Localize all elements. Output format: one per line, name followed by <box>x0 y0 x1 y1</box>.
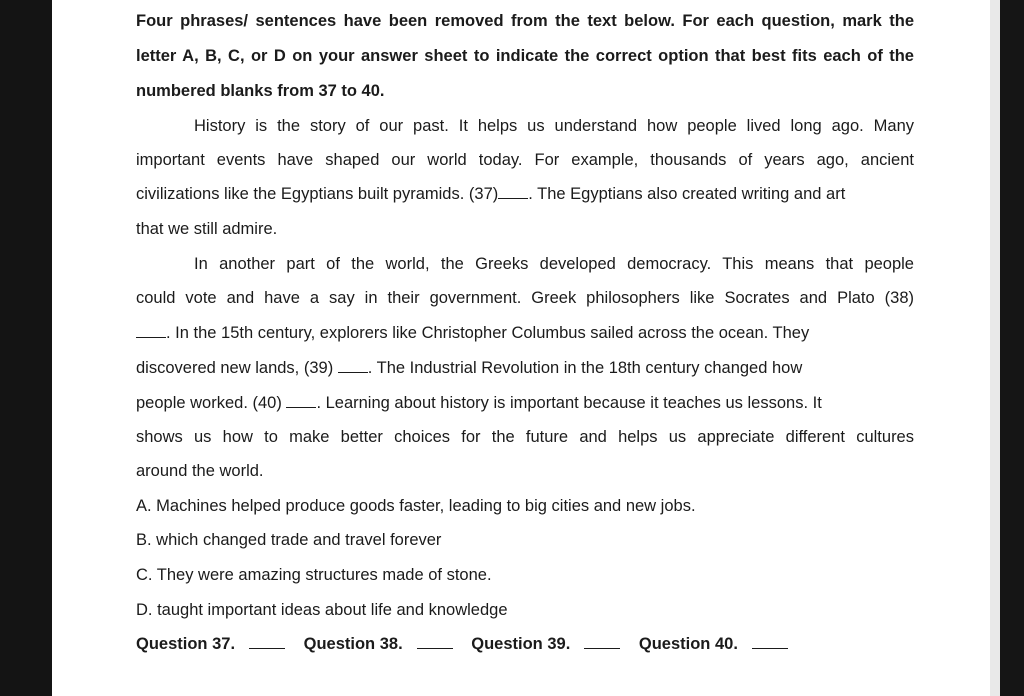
paragraph2-line-7: around the world. <box>136 462 264 480</box>
paragraph1-line-4: that we still admire. <box>136 220 278 238</box>
document-page <box>52 0 1000 696</box>
answer-row <box>136 634 802 654</box>
question-37-label: Question 37. <box>136 635 236 653</box>
question-40-label: Question 40. <box>638 635 738 653</box>
paragraph2-line-2: could vote and have a say in their government. Greek philosophers like Socrates and Plato (38) <box>136 289 914 307</box>
paragraph1-line-2: important events have shaped our world today. For example, thousands of years ago, ancient <box>136 151 914 169</box>
answer-blank-38 <box>417 634 453 649</box>
instructions-line-3: numbered blanks from 37 to 40. <box>136 82 385 100</box>
answer-blank-39 <box>584 634 620 649</box>
paragraph2-line-1: In another part of the world, the Greeks developed democracy. This means that people <box>194 255 914 273</box>
paragraph2-line-5 <box>136 393 822 413</box>
right-frame <box>1000 0 1024 696</box>
paragraph2-line-6: shows us how to make better choices for the future and helps us appreciate different cultures <box>136 428 914 446</box>
paragraph1-line-3-after: . The Egyptians also created writing and art <box>528 185 846 203</box>
option-c: C. They were amazing structures made of stone. <box>136 566 492 584</box>
option-a: A. Machines helped produce goods faster, leading to big cities and new jobs. <box>136 497 696 515</box>
paragraph1-line-1: History is the story of our past. It helps us understand how people lived long ago. Many <box>194 117 914 135</box>
blank-37 <box>498 184 528 199</box>
paragraph2-line-5-before: people worked. (40) <box>136 394 282 412</box>
question-38 <box>304 634 453 654</box>
paragraph2-line-5-after: . Learning about history is important because it teaches us lessons. It <box>316 394 822 412</box>
question-39-label: Question 39. <box>471 635 571 653</box>
blank-38 <box>136 323 166 338</box>
paragraph2-line-4 <box>136 358 802 378</box>
paragraph2-line-4-before: discovered new lands, (39) <box>136 359 334 377</box>
question-38-label: Question 38. <box>303 635 403 653</box>
question-40 <box>639 634 788 654</box>
instructions-line-2: letter A, B, C, or D on your answer sheet to indicate the correct option that best fits each of the <box>136 47 914 65</box>
question-39 <box>471 634 620 654</box>
left-frame <box>0 0 52 696</box>
page-right-edge <box>990 0 1000 696</box>
paragraph2-line-3-after: . In the 15th century, explorers like Christopher Columbus sailed across the ocean. They <box>166 324 810 342</box>
blank-39 <box>338 358 368 373</box>
answer-blank-37 <box>249 634 285 649</box>
option-b: B. which changed trade and travel forever <box>136 531 442 549</box>
paragraph2-line-3 <box>136 323 809 343</box>
answer-blank-40 <box>752 634 788 649</box>
question-37 <box>136 634 285 654</box>
paragraph2-line-4-after: . The Industrial Revolution in the 18th century changed how <box>367 359 803 377</box>
paragraph1-line-3 <box>136 184 845 204</box>
option-d: D. taught important ideas about life and knowledge <box>136 601 508 619</box>
instructions-line-1: Four phrases/ sentences have been removed from the text below. For each question, mark the <box>136 12 914 30</box>
paragraph1-line-3-before: civilizations like the Egyptians built pyramids. (37) <box>136 185 499 203</box>
blank-40 <box>286 393 316 408</box>
